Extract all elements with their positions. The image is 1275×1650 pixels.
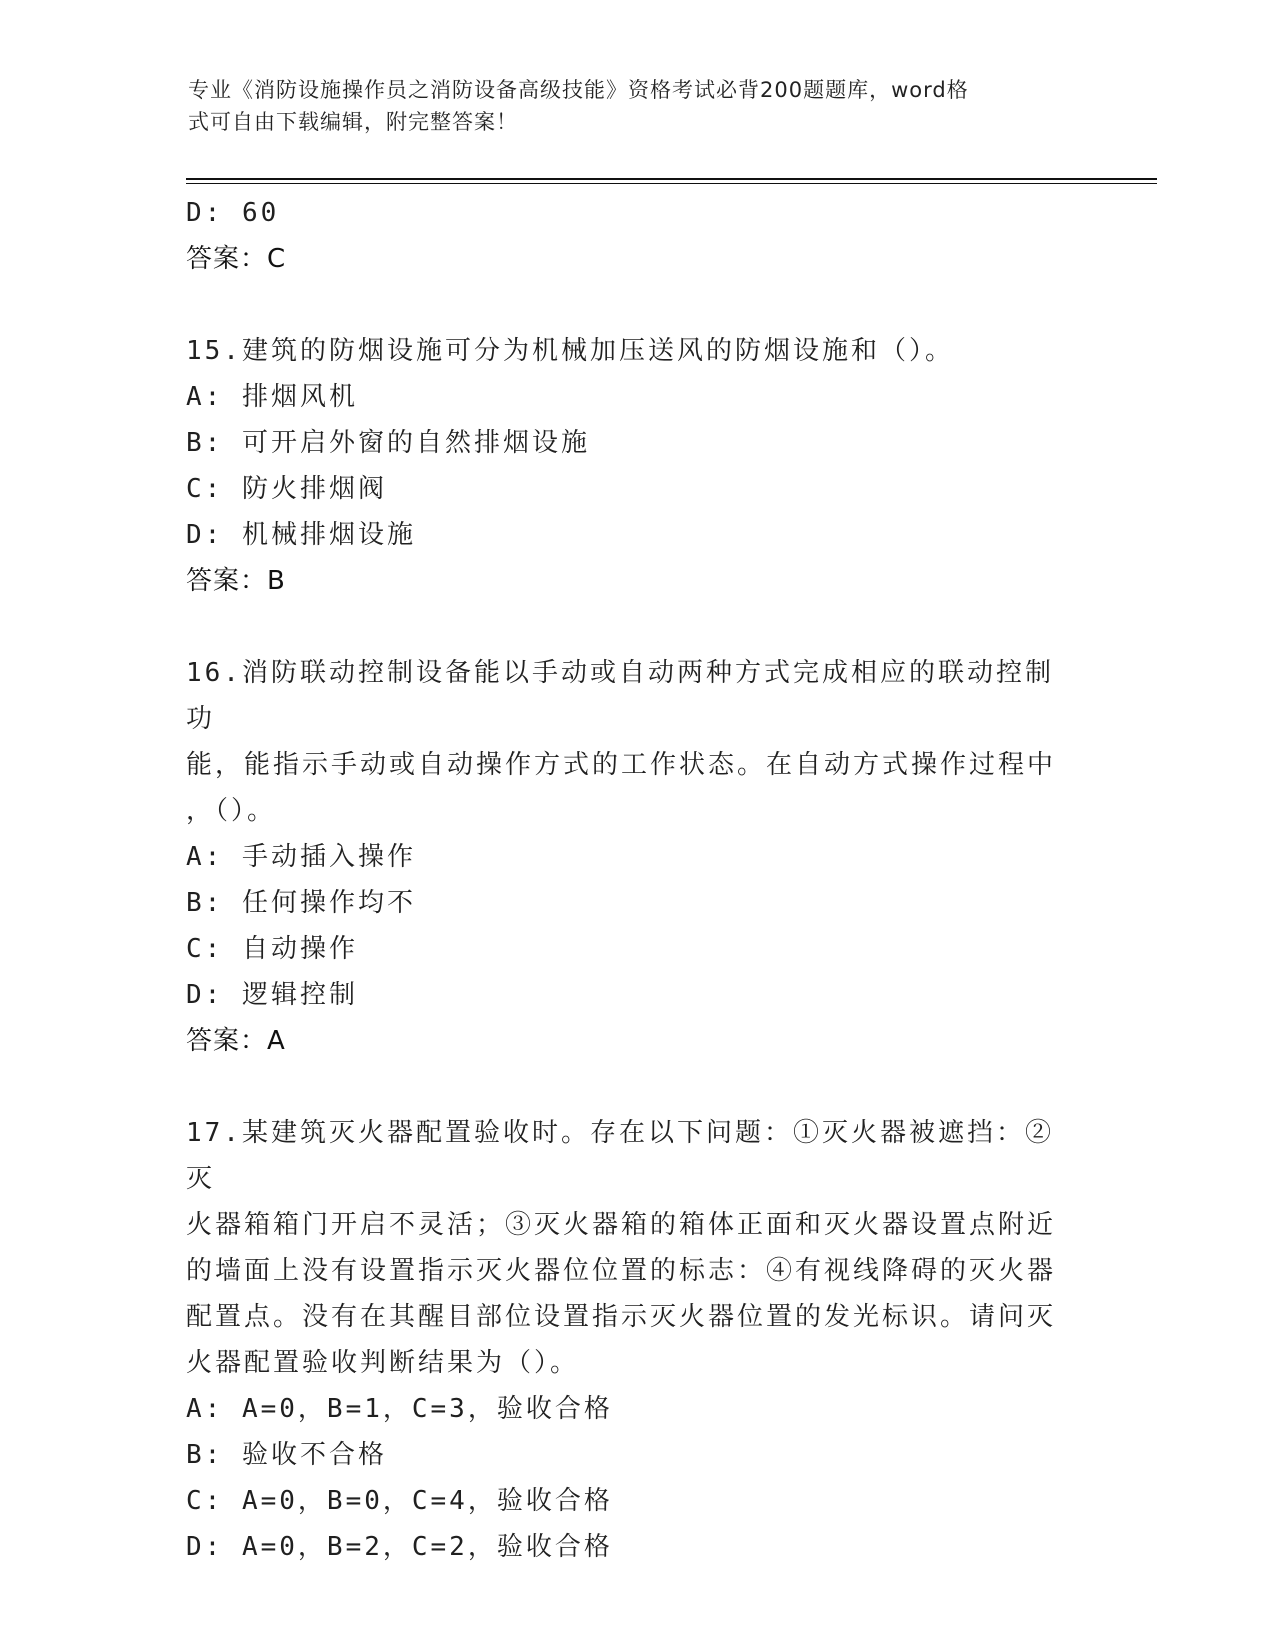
option-a: A: 排烟风机 [186, 382, 358, 412]
question-16 [186, 650, 1086, 1064]
option-d: D: 机械排烟设施 [186, 520, 416, 550]
question-stem-line-3: 的墙面上没有设置指示灭火器位位置的标志：④有视线降碍的灭火器 [186, 1256, 1057, 1286]
option-c: C: 自动操作 [186, 934, 358, 964]
option-c: C: 防火排烟阀 [186, 474, 387, 504]
question-stem-line-2: 火器箱箱门开启不灵活；③灭火器箱的箱体正面和灭火器设置点附近 [186, 1210, 1057, 1240]
answer-line: 答案：A [186, 1026, 286, 1056]
question-stem-line-4: 配置点。没有在其醒目部位设置指示灭火器位置的发光标识。请问灭 [186, 1302, 1057, 1332]
answer-line: 答案：B [186, 566, 286, 596]
header-divider-thin [186, 183, 1157, 184]
option-c: C: A=0，B=0，C=4，验收合格 [186, 1486, 613, 1516]
question-15 [186, 328, 1086, 604]
question-stem-line-1: 16.消防联动控制设备能以手动或自动两种方式完成相应的联动控制功 [186, 658, 1054, 734]
option-a: A: A=0，B=1，C=3，验收合格 [186, 1394, 613, 1424]
question-stem-line-3: ，（）。 [186, 796, 277, 826]
option-b: B: 任何操作均不 [186, 888, 416, 918]
previous-question-tail [186, 190, 1086, 282]
option-d: D: A=0，B=2，C=2，验收合格 [186, 1532, 613, 1562]
option-b: B: 验收不合格 [186, 1440, 387, 1470]
question-stem: 15.建筑的防烟设施可分为机械加压送风的防烟设施和（）。 [186, 336, 954, 366]
question-stem-line-1: 17.某建筑灭火器配置验收时。存在以下问题：①灭火器被遮挡：②灭 [186, 1118, 1054, 1194]
header-title-line-1: 专业《消防设施操作员之消防设备高级技能》资格考试必背200题题库，word格 [188, 78, 969, 102]
question-stem-line-2: 能，能指示手动或自动操作方式的工作状态。在自动方式操作过程中 [186, 750, 1057, 780]
option-a: A: 手动插入操作 [186, 842, 416, 872]
option-b: B: 可开启外窗的自然排烟设施 [186, 428, 590, 458]
option-d: D: 逻辑控制 [186, 980, 358, 1010]
document-header [188, 74, 1068, 138]
document-body [186, 190, 1086, 1570]
question-stem-line-5: 火器配置验收判断结果为（）。 [186, 1348, 580, 1378]
option-d: D: 60 [186, 198, 280, 228]
question-17 [186, 1110, 1086, 1570]
header-title-line-2: 式可自由下载编辑，附完整答案！ [188, 110, 518, 134]
header-divider-thick [186, 178, 1157, 180]
answer-line: 答案：C [186, 244, 287, 274]
